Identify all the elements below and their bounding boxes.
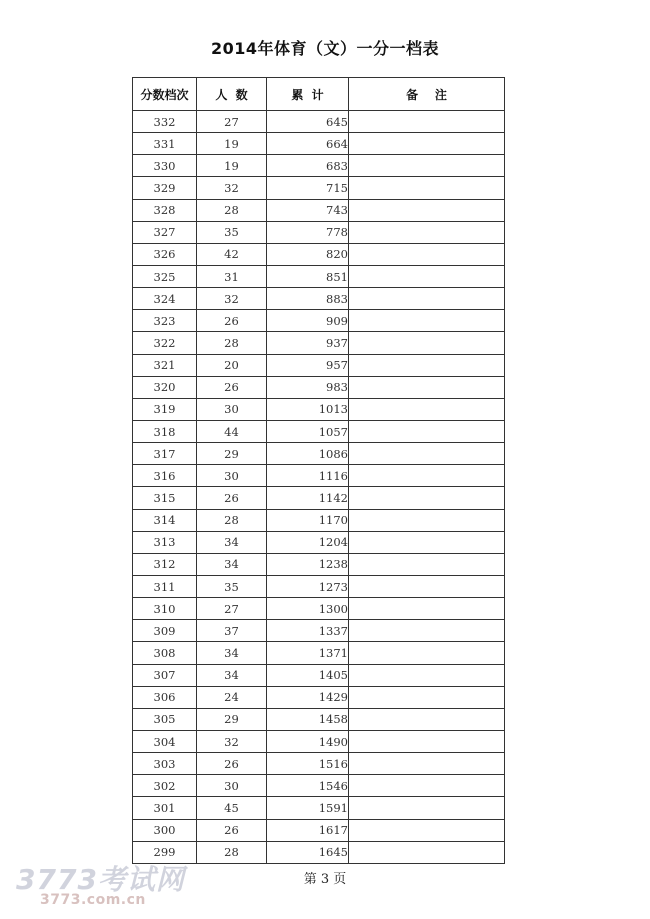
cumulative-cell: 778 xyxy=(267,221,349,243)
cumulative-cell: 1170 xyxy=(267,509,349,531)
table-row xyxy=(133,133,505,155)
count-cell: 28 xyxy=(197,199,267,221)
cumulative-cell: 957 xyxy=(267,354,349,376)
remarks-cell xyxy=(349,376,505,398)
table-row xyxy=(133,708,505,730)
table-row xyxy=(133,420,505,442)
score-cell: 304 xyxy=(133,730,197,752)
count-cell: 35 xyxy=(197,221,267,243)
score-cell: 302 xyxy=(133,775,197,797)
cumulative-cell: 1490 xyxy=(267,730,349,752)
score-cell: 303 xyxy=(133,753,197,775)
cumulative-cell: 645 xyxy=(267,111,349,133)
score-cell: 301 xyxy=(133,797,197,819)
cumulative-cell: 1617 xyxy=(267,819,349,841)
cumulative-cell: 1546 xyxy=(267,775,349,797)
cumulative-cell: 664 xyxy=(267,133,349,155)
table-row xyxy=(133,531,505,553)
count-cell: 34 xyxy=(197,664,267,686)
count-cell: 35 xyxy=(197,575,267,597)
remarks-cell xyxy=(349,133,505,155)
score-cell: 318 xyxy=(133,420,197,442)
cumulative-cell: 1238 xyxy=(267,553,349,575)
remarks-cell xyxy=(349,332,505,354)
cumulative-cell: 851 xyxy=(267,265,349,287)
page-title: 2014年体育（文）一分一档表 xyxy=(210,39,440,58)
remarks-cell xyxy=(349,753,505,775)
score-cell: 316 xyxy=(133,465,197,487)
remarks-cell xyxy=(349,265,505,287)
remarks-cell xyxy=(349,465,505,487)
table-row xyxy=(133,797,505,819)
count-cell: 27 xyxy=(197,111,267,133)
remarks-cell xyxy=(349,797,505,819)
count-cell: 19 xyxy=(197,155,267,177)
remarks-cell xyxy=(349,708,505,730)
table-row xyxy=(133,819,505,841)
table-row xyxy=(133,332,505,354)
remarks-cell xyxy=(349,420,505,442)
watermark-main-text: 3773考试网 xyxy=(16,863,185,896)
score-cell: 327 xyxy=(133,221,197,243)
remarks-cell xyxy=(349,686,505,708)
table-row xyxy=(133,354,505,376)
remarks-cell xyxy=(349,243,505,265)
count-cell: 44 xyxy=(197,420,267,442)
count-cell: 30 xyxy=(197,465,267,487)
count-cell: 30 xyxy=(197,398,267,420)
score-cell: 299 xyxy=(133,841,197,863)
cumulative-cell: 743 xyxy=(267,199,349,221)
score-cell: 312 xyxy=(133,553,197,575)
remarks-cell xyxy=(349,310,505,332)
remarks-cell xyxy=(349,575,505,597)
table-row xyxy=(133,155,505,177)
table-row xyxy=(133,310,505,332)
header-count: 人 数 xyxy=(197,78,267,111)
cumulative-cell: 1405 xyxy=(267,664,349,686)
count-cell: 34 xyxy=(197,531,267,553)
header-row xyxy=(133,78,505,111)
cumulative-cell: 715 xyxy=(267,177,349,199)
score-cell: 313 xyxy=(133,531,197,553)
table-row xyxy=(133,398,505,420)
cumulative-cell: 1013 xyxy=(267,398,349,420)
cumulative-cell: 983 xyxy=(267,376,349,398)
score-cell: 322 xyxy=(133,332,197,354)
count-cell: 26 xyxy=(197,753,267,775)
remarks-cell xyxy=(349,221,505,243)
score-cell: 321 xyxy=(133,354,197,376)
cumulative-cell: 909 xyxy=(267,310,349,332)
cumulative-cell: 1300 xyxy=(267,598,349,620)
table-row xyxy=(133,221,505,243)
table-row xyxy=(133,686,505,708)
remarks-cell xyxy=(349,155,505,177)
table-row xyxy=(133,598,505,620)
count-cell: 20 xyxy=(197,354,267,376)
remarks-cell xyxy=(349,487,505,509)
remarks-cell xyxy=(349,288,505,310)
table-row xyxy=(133,575,505,597)
table-body xyxy=(133,111,505,864)
count-cell: 28 xyxy=(197,332,267,354)
watermark-url-text: 3773.com.cn xyxy=(40,892,146,908)
table-row xyxy=(133,111,505,133)
cumulative-cell: 1429 xyxy=(267,686,349,708)
cumulative-cell: 883 xyxy=(267,288,349,310)
table-row xyxy=(133,265,505,287)
remarks-cell xyxy=(349,531,505,553)
score-cell: 328 xyxy=(133,199,197,221)
cumulative-cell: 1516 xyxy=(267,753,349,775)
remarks-cell xyxy=(349,642,505,664)
table-header xyxy=(133,78,505,111)
header-cumulative: 累 计 xyxy=(267,78,349,111)
count-cell: 34 xyxy=(197,642,267,664)
remarks-cell xyxy=(349,398,505,420)
score-cell: 332 xyxy=(133,111,197,133)
cumulative-cell: 820 xyxy=(267,243,349,265)
count-cell: 30 xyxy=(197,775,267,797)
score-cell: 317 xyxy=(133,443,197,465)
score-cell: 309 xyxy=(133,620,197,642)
remarks-cell xyxy=(349,598,505,620)
cumulative-cell: 1337 xyxy=(267,620,349,642)
table-row xyxy=(133,730,505,752)
score-cell: 308 xyxy=(133,642,197,664)
count-cell: 42 xyxy=(197,243,267,265)
score-cell: 324 xyxy=(133,288,197,310)
score-cell: 314 xyxy=(133,509,197,531)
cumulative-cell: 1273 xyxy=(267,575,349,597)
remarks-cell xyxy=(349,553,505,575)
remarks-cell xyxy=(349,620,505,642)
remarks-cell xyxy=(349,730,505,752)
header-score-band: 分数档次 xyxy=(133,78,197,111)
table-row xyxy=(133,243,505,265)
count-cell: 26 xyxy=(197,819,267,841)
score-cell: 331 xyxy=(133,133,197,155)
cumulative-cell: 1142 xyxy=(267,487,349,509)
table-row xyxy=(133,443,505,465)
table-row xyxy=(133,177,505,199)
remarks-cell xyxy=(349,819,505,841)
cumulative-cell: 1645 xyxy=(267,841,349,863)
cumulative-cell: 937 xyxy=(267,332,349,354)
remarks-cell xyxy=(349,177,505,199)
cumulative-cell: 1371 xyxy=(267,642,349,664)
score-cell: 325 xyxy=(133,265,197,287)
cumulative-cell: 683 xyxy=(267,155,349,177)
cumulative-cell: 1204 xyxy=(267,531,349,553)
score-cell: 326 xyxy=(133,243,197,265)
remarks-cell xyxy=(349,664,505,686)
table-row xyxy=(133,465,505,487)
count-cell: 29 xyxy=(197,708,267,730)
count-cell: 28 xyxy=(197,841,267,863)
score-cell: 315 xyxy=(133,487,197,509)
count-cell: 32 xyxy=(197,177,267,199)
table-row xyxy=(133,288,505,310)
count-cell: 29 xyxy=(197,443,267,465)
table-row xyxy=(133,199,505,221)
count-cell: 26 xyxy=(197,487,267,509)
count-cell: 32 xyxy=(197,730,267,752)
remarks-cell xyxy=(349,841,505,863)
table-row xyxy=(133,753,505,775)
count-cell: 27 xyxy=(197,598,267,620)
cumulative-cell: 1458 xyxy=(267,708,349,730)
score-table xyxy=(132,77,505,864)
cumulative-cell: 1591 xyxy=(267,797,349,819)
count-cell: 31 xyxy=(197,265,267,287)
remarks-cell xyxy=(349,199,505,221)
watermark-logo xyxy=(10,858,200,914)
score-cell: 311 xyxy=(133,575,197,597)
score-cell: 329 xyxy=(133,177,197,199)
remarks-cell xyxy=(349,509,505,531)
count-cell: 24 xyxy=(197,686,267,708)
score-cell: 305 xyxy=(133,708,197,730)
count-cell: 37 xyxy=(197,620,267,642)
score-cell: 330 xyxy=(133,155,197,177)
count-cell: 19 xyxy=(197,133,267,155)
score-cell: 307 xyxy=(133,664,197,686)
score-cell: 306 xyxy=(133,686,197,708)
remarks-cell xyxy=(349,775,505,797)
table-row xyxy=(133,376,505,398)
remarks-cell xyxy=(349,354,505,376)
table-row xyxy=(133,487,505,509)
table-row xyxy=(133,620,505,642)
header-remarks: 备 注 xyxy=(349,78,505,111)
remarks-cell xyxy=(349,443,505,465)
count-cell: 28 xyxy=(197,509,267,531)
score-cell: 323 xyxy=(133,310,197,332)
cumulative-cell: 1086 xyxy=(267,443,349,465)
cumulative-cell: 1057 xyxy=(267,420,349,442)
table-row xyxy=(133,509,505,531)
count-cell: 26 xyxy=(197,310,267,332)
count-cell: 45 xyxy=(197,797,267,819)
cumulative-cell: 1116 xyxy=(267,465,349,487)
page-number: 第 3 页 xyxy=(303,872,347,887)
score-cell: 310 xyxy=(133,598,197,620)
table-row xyxy=(133,775,505,797)
count-cell: 32 xyxy=(197,288,267,310)
count-cell: 26 xyxy=(197,376,267,398)
score-cell: 300 xyxy=(133,819,197,841)
remarks-cell xyxy=(349,111,505,133)
table-row xyxy=(133,642,505,664)
count-cell: 34 xyxy=(197,553,267,575)
score-cell: 320 xyxy=(133,376,197,398)
table-row xyxy=(133,553,505,575)
table-row xyxy=(133,664,505,686)
score-cell: 319 xyxy=(133,398,197,420)
